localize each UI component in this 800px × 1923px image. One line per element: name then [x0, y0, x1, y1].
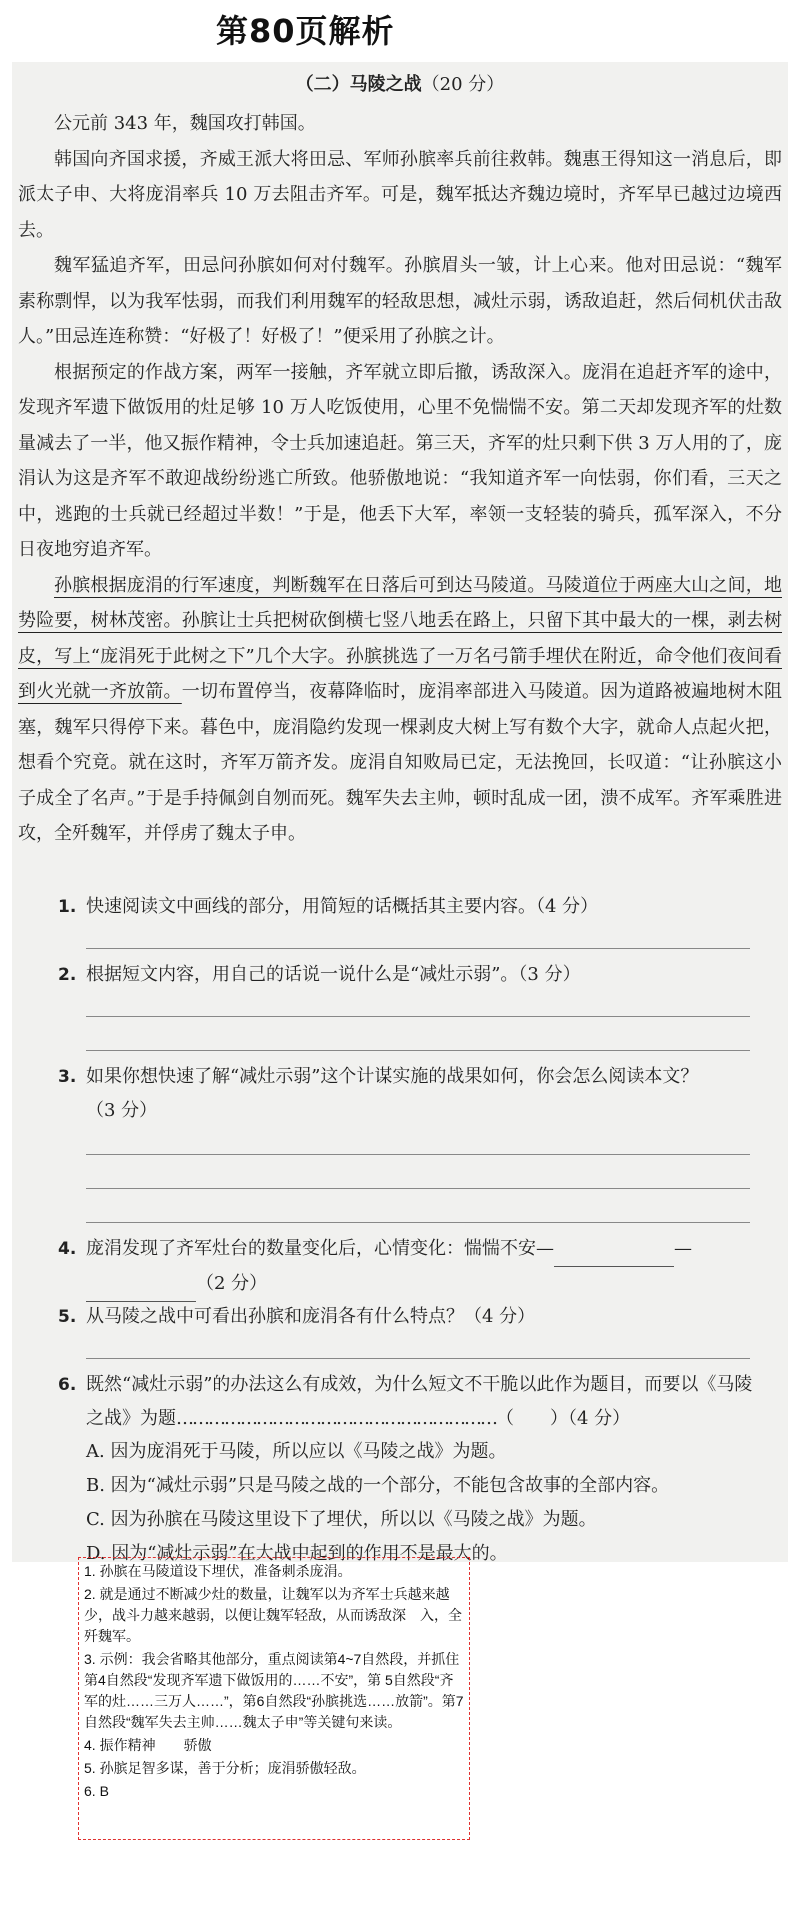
answer-line [86, 1358, 750, 1359]
answer-4: 4. 振作精神 骄傲 [84, 1737, 212, 1753]
answer-line [86, 948, 750, 949]
answer-2: 2. 就是通过不断减少灶的数量，让魏军以为齐军士兵越来越少，战斗力越来越弱，以便让魏军轻敌，从而诱敌深 入，全歼魏军。 [84, 1586, 462, 1644]
question-number: 5. [58, 1307, 77, 1327]
blank-line [86, 1267, 196, 1302]
passage-paragraph-5 [18, 568, 782, 852]
answer-5: 5. 孙膑足智多谋，善于分析；庞涓骄傲轻敌。 [84, 1760, 366, 1776]
question-number: 3. [58, 1067, 77, 1087]
choice-b: B. 因为“减灶示弱”只是马陵之战的一个部分，不能包含故事的全部内容。 [86, 1475, 670, 1496]
passage-paragraph-2: 韩国向齐国求援，齐威王派大将田忌、军师孙膑率兵前往救韩。魏惠王得知这一消息后，即派太子申、大将庞涓率兵 10 万去阻击齐军。可是，魏军抵达齐魏边境时，齐军早已越过边境西去。 [18, 148, 782, 241]
question-number: 1. [58, 897, 77, 917]
choice-d: D. 因为“减灶示弱”在大战中起到的作用不是最大的。 [86, 1543, 508, 1564]
answer-line [86, 1154, 750, 1155]
question-number: 2. [58, 965, 77, 985]
section-score: （20 分） [421, 74, 505, 95]
passage-paragraph-1: 公元前 343 年，魏国攻打韩国。 [54, 113, 316, 134]
question-text-main: 既然“减灶示弱”的办法这么有成效，为什么短文不干脆以此作为题目，而要以《马陵之战》为题 [86, 1374, 753, 1429]
question-text [86, 1368, 756, 1436]
answer-key-box [78, 1557, 470, 1840]
underlined-passage: 孙膑根据庞涓的行军速度，判断魏军在日落后可到达马陵道。马陵道位于两座大山之间，地势险要，树林茂密。孙膑让士兵把树砍倒横七竖八地丢在路上，只留下其中最大的一棵，剥去树皮，写上“庞涓死于此树之下”几个大字。孙膑挑选了一万名弓箭手埋伏在附近，命令他们夜间看到火光就一齐放箭。 [18, 574, 782, 702]
blank-line [554, 1232, 674, 1267]
question-score: （3 分） [86, 1100, 158, 1121]
question-text: 根据短文内容，用自己的话说一说什么是“减灶示弱”。（3 分） [86, 964, 581, 985]
answer-line [86, 1222, 750, 1223]
section-title: （二）马陵之战 [295, 74, 422, 95]
question-text-main: 庞涓发现了齐军灶台的数量变化后，心情变化：惴惴不安— [86, 1238, 554, 1259]
passage-paragraph-3: 魏军猛追齐军，田忌问孙膑如何对付魏军。孙膑眉头一皱，计上心来。他对田忌说：“魏军素称剽悍，以为我军怯弱，而我们利用魏军的轻敌思想，减灶示弱，诱敌追赶，然后伺机伏击敌人。”田忌连连称赞：“好极了！好极了！”便采用了孙膑之计。 [18, 255, 782, 347]
question-text [86, 1060, 756, 1128]
question-text: 从马陵之战中可看出孙膑和庞涓各有什么特点？（4 分） [86, 1306, 536, 1327]
passage-paragraph-5-rest: 一切布置停当，夜幕降临时，庞涓率部进入马陵道。因为道路被遍地树木阻塞，魏军只得停下来。暮色中，庞涓隐约发现一棵剥皮大树上写有数个大字，就命人点起火把，想看个究竟。就在这时，齐军万箭齐发。庞涓自知败局已定，无法挽回，长叹道：“让孙膑这小子成全了名声。”于是手持佩剑自刎而死。魏军失去主帅，顿时乱成一团，溃不成军。齐军乘胜进攻，全歼魏军，并俘虏了魏太子申。 [18, 681, 783, 844]
answer-bracket: （ ）（4 分） [496, 1408, 631, 1429]
choice-c: C. 因为孙膑在马陵这里设下了埋伏，所以以《马陵之战》为题。 [86, 1509, 597, 1530]
answer-3: 3. 示例：我会省略其他部分，重点阅读第4~7自然段，并抓住第4自然段“发现齐军遗下做饭用的……不安”，第 5自然段“齐军的灶……三万人……”，第6自然段“孙膑挑选……放箭”。第7自然段“魏军失去主帅……魏太子申”等关键句来读。 [84, 1651, 464, 1730]
answer-6: 6. B [84, 1783, 109, 1799]
question-number: 6. [58, 1375, 77, 1395]
answer-1: 1. 孙膑在马陵道设下埋伏，准备刺杀庞涓。 [84, 1563, 352, 1579]
reading-passage [18, 106, 782, 852]
section-heading [0, 70, 800, 96]
question-text: 快速阅读文中画线的部分，用简短的话概括其主要内容。（4 分） [86, 896, 599, 917]
passage-paragraph-4: 根据预定的作战方案，两军一接触，齐军就立即后撤，诱敌深入。庞涓在追赶齐军的途中，发现齐军遗下做饭用的灶足够 10 万人吃饭使用，心里不免惴惴不安。第二天却发现齐军的灶数量减去了一半，他又振作精神，令士兵加速追赶。第三天，齐军的灶只剩下供 3 万人用的了，庞涓认为这是齐军不敢迎战纷纷逃亡所致。他骄傲地说：“我知道齐军一向怯弱，你们看，三天之中，逃跑的士兵就已经超过半数！”于是，他丢下大军，率领一支轻装的骑兵，孤军深入，不分日夜地穷追齐军。 [18, 361, 782, 560]
dot-leader: …………………………………………………… [176, 1408, 496, 1429]
dash: — [674, 1238, 692, 1259]
question-text-main: 如果你想快速了解“减灶示弱”这个计谋实施的战果如何，你会怎么阅读本文？ [86, 1066, 699, 1087]
answer-line [86, 1016, 750, 1017]
question-text [86, 1232, 756, 1302]
answer-line [86, 1188, 750, 1189]
answer-line [86, 1050, 750, 1051]
question-score: （2 分） [196, 1273, 268, 1294]
question-number: 4. [58, 1239, 77, 1259]
page-title: 第80页解析 [216, 12, 395, 50]
choice-a: A. 因为庞涓死于马陵，所以应以《马陵之战》为题。 [86, 1441, 507, 1462]
